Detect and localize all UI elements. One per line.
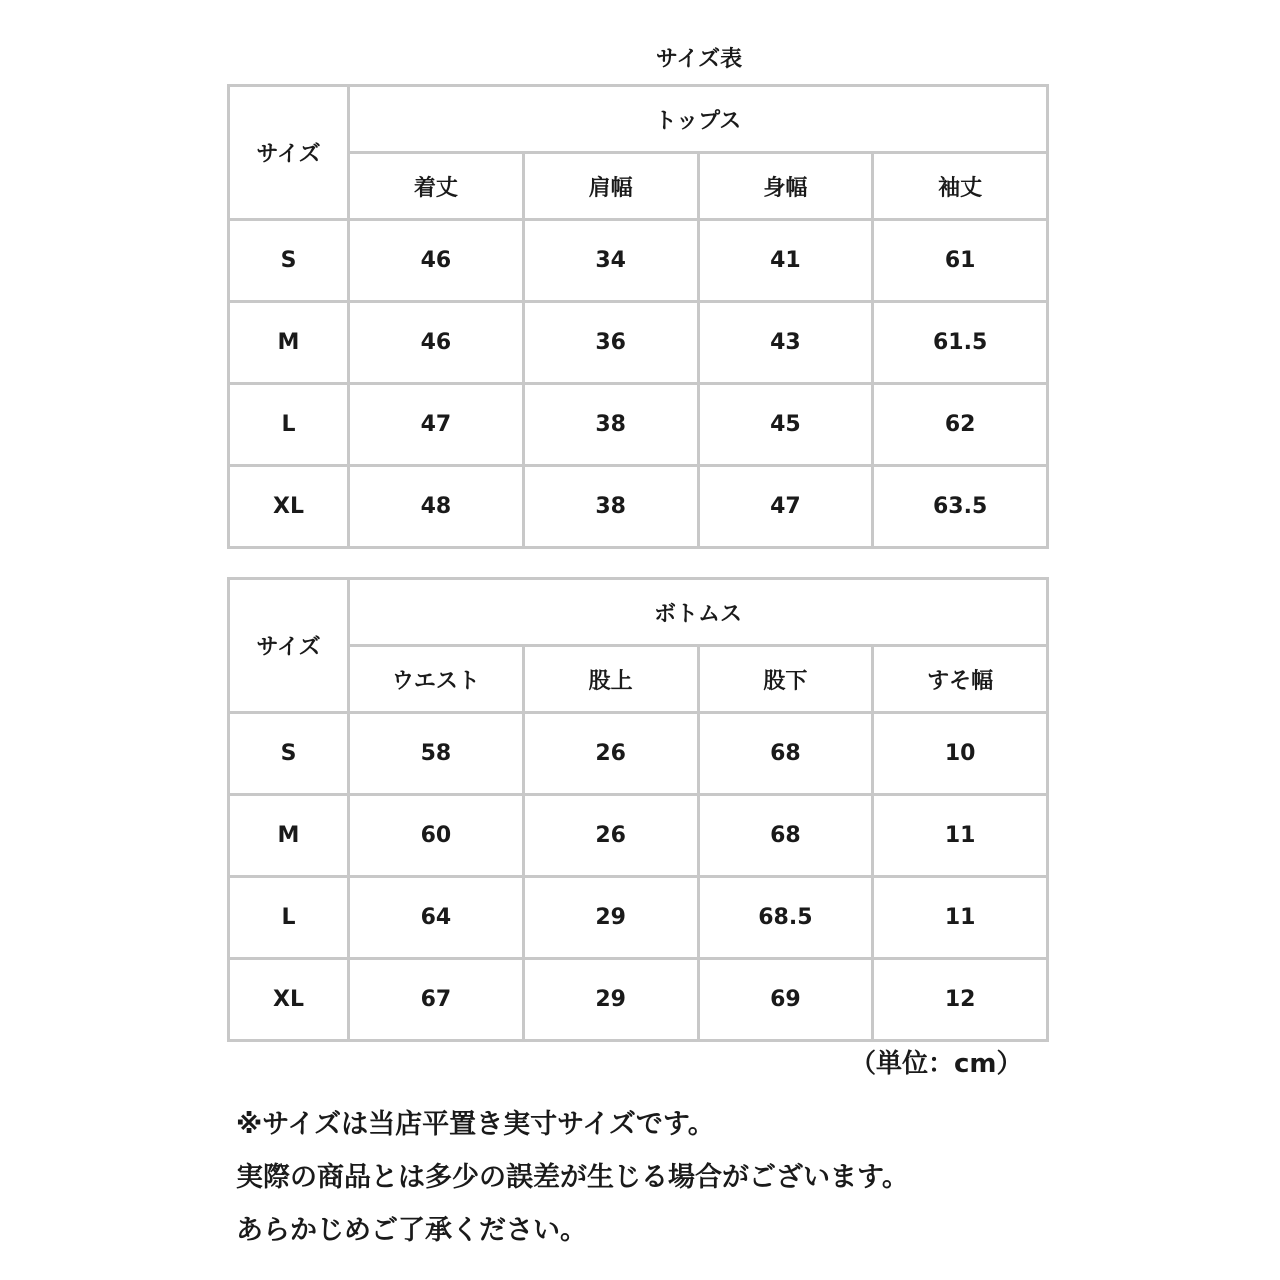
table-row xyxy=(229,795,1048,877)
size-cell: S xyxy=(229,713,349,795)
value-cell: 46 xyxy=(349,220,524,302)
value-cell: 63.5 xyxy=(873,466,1048,548)
bottoms-size-header: サイズ xyxy=(229,579,349,713)
column-header: 着丈 xyxy=(349,153,524,220)
value-cell: 61.5 xyxy=(873,302,1048,384)
table-row xyxy=(229,220,1048,302)
bottoms-size-table xyxy=(227,577,1049,1042)
value-cell: 12 xyxy=(873,959,1048,1041)
column-header: 肩幅 xyxy=(523,153,698,220)
value-cell: 69 xyxy=(698,959,873,1041)
value-cell: 46 xyxy=(349,302,524,384)
value-cell: 62 xyxy=(873,384,1048,466)
value-cell: 45 xyxy=(698,384,873,466)
value-cell: 29 xyxy=(523,959,698,1041)
value-cell: 11 xyxy=(873,877,1048,959)
column-header: 身幅 xyxy=(698,153,873,220)
value-cell: 48 xyxy=(349,466,524,548)
value-cell: 41 xyxy=(698,220,873,302)
notes-block xyxy=(236,1098,909,1257)
unit-label: （単位：cm） xyxy=(850,1049,1023,1079)
value-cell: 38 xyxy=(523,466,698,548)
page-title: サイズ表 xyxy=(655,47,743,72)
table-row xyxy=(229,302,1048,384)
column-header: 袖丈 xyxy=(873,153,1048,220)
value-cell: 60 xyxy=(349,795,524,877)
tops-size-header: サイズ xyxy=(229,86,349,220)
table-row xyxy=(229,959,1048,1041)
table-row xyxy=(229,466,1048,548)
value-cell: 47 xyxy=(698,466,873,548)
tops-section-label: トップス xyxy=(349,86,1048,153)
note-line: あらかじめご了承ください。 xyxy=(236,1215,587,1246)
value-cell: 29 xyxy=(523,877,698,959)
bottoms-column-header-row xyxy=(229,646,1048,713)
note-line: ※サイズは当店平置き実寸サイズです。 xyxy=(236,1109,715,1140)
size-cell: M xyxy=(229,302,349,384)
tops-size-table xyxy=(227,84,1049,549)
size-cell: L xyxy=(229,384,349,466)
column-header: ウエスト xyxy=(349,646,524,713)
bottoms-section-header-row xyxy=(229,579,1048,646)
bottoms-section-label: ボトムス xyxy=(349,579,1048,646)
value-cell: 61 xyxy=(873,220,1048,302)
value-cell: 47 xyxy=(349,384,524,466)
value-cell: 10 xyxy=(873,713,1048,795)
table-row xyxy=(229,877,1048,959)
size-cell: L xyxy=(229,877,349,959)
value-cell: 36 xyxy=(523,302,698,384)
table-row xyxy=(229,384,1048,466)
note-line: 実際の商品とは多少の誤差が生じる場合がございます。 xyxy=(236,1162,909,1193)
column-header: 股上 xyxy=(523,646,698,713)
value-cell: 26 xyxy=(523,795,698,877)
size-cell: XL xyxy=(229,466,349,548)
value-cell: 67 xyxy=(349,959,524,1041)
size-cell: S xyxy=(229,220,349,302)
value-cell: 43 xyxy=(698,302,873,384)
value-cell: 64 xyxy=(349,877,524,959)
value-cell: 26 xyxy=(523,713,698,795)
value-cell: 68 xyxy=(698,795,873,877)
column-header: 股下 xyxy=(698,646,873,713)
value-cell: 38 xyxy=(523,384,698,466)
value-cell: 11 xyxy=(873,795,1048,877)
size-cell: M xyxy=(229,795,349,877)
value-cell: 58 xyxy=(349,713,524,795)
tops-section-header-row xyxy=(229,86,1048,153)
table-row xyxy=(229,713,1048,795)
size-cell: XL xyxy=(229,959,349,1041)
tops-column-header-row xyxy=(229,153,1048,220)
value-cell: 34 xyxy=(523,220,698,302)
value-cell: 68 xyxy=(698,713,873,795)
column-header: すそ幅 xyxy=(873,646,1048,713)
value-cell: 68.5 xyxy=(698,877,873,959)
